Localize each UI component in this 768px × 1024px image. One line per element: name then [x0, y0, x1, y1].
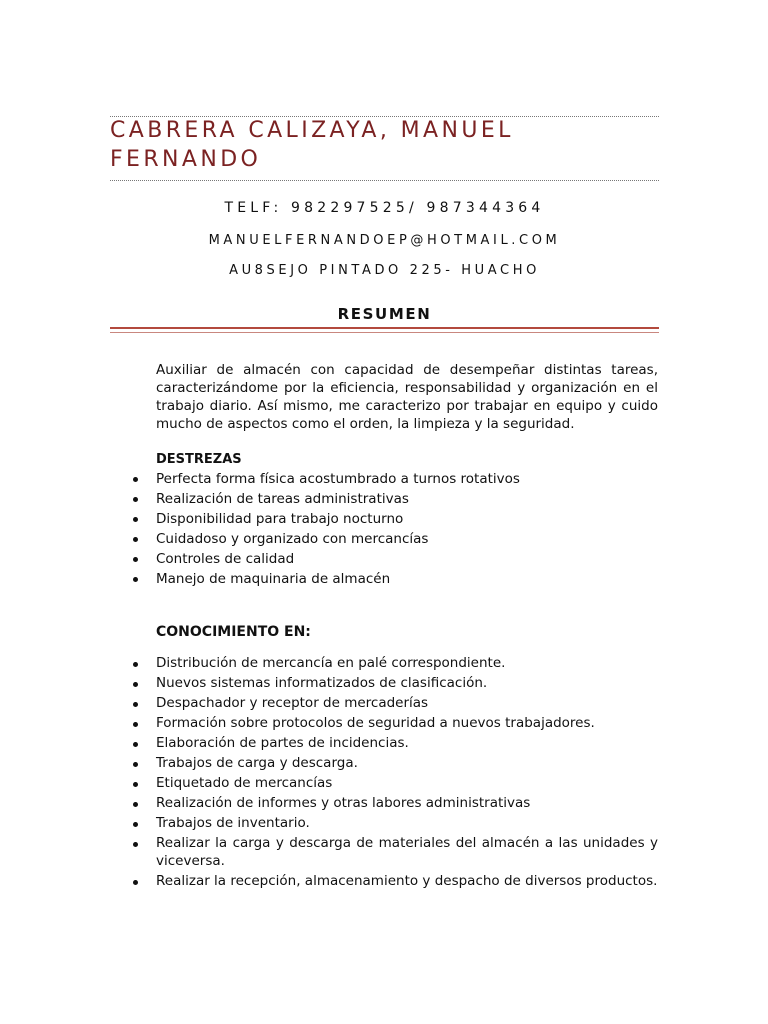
list-item — [130, 754, 658, 772]
list-item — [130, 529, 658, 549]
bullet-icon — [133, 762, 138, 767]
conocimiento-heading: CONOCIMIENTO EN: — [156, 624, 311, 640]
list-item — [130, 569, 658, 589]
resumen-rule-thick — [110, 327, 659, 329]
list-item-text: Nuevos sistemas informatizados de clasificación. — [156, 675, 488, 691]
bullet-icon — [133, 742, 138, 747]
list-item-text: Disponibilidad para trabajo nocturno — [156, 511, 404, 527]
bullet-icon — [133, 577, 138, 582]
list-item-text: Trabajos de carga y descarga. — [156, 755, 358, 771]
list-item — [130, 469, 658, 489]
list-item — [130, 774, 658, 792]
list-item — [130, 734, 658, 752]
bullet-icon — [133, 842, 138, 847]
list-item-text: Realización de informes y otras labores administrativas — [156, 795, 531, 811]
list-item — [130, 814, 658, 832]
bullet-icon — [133, 782, 138, 787]
list-item-text: Realizar la carga y descarga de materiales del almacén a las unidades y viceversa. — [156, 835, 658, 869]
list-item — [130, 509, 658, 529]
resumen-rule-thin — [110, 332, 659, 333]
bullet-icon — [133, 662, 138, 667]
destrezas-list — [130, 469, 658, 589]
bullet-icon — [133, 537, 138, 542]
list-item-text: Realizar la recepción, almacenamiento y despacho de diversos productos. — [156, 873, 658, 889]
bullet-icon — [133, 682, 138, 687]
list-item-text: Realización de tareas administrativas — [156, 491, 409, 507]
list-item — [130, 714, 658, 732]
list-item — [130, 794, 658, 812]
bullet-icon — [133, 497, 138, 502]
list-item-text: Cuidadoso y organizado con mercancías — [156, 531, 429, 547]
list-item-text: Distribución de mercancía en palé correspondiente. — [156, 655, 506, 671]
list-item-text: Perfecta forma física acostumbrado a turnos rotativos — [156, 471, 520, 487]
email-line: MANUELFERNANDOEP@HOTMAIL.COM — [208, 233, 561, 248]
name-line-2: FERNANDO — [110, 147, 262, 172]
conocimiento-list — [130, 654, 658, 892]
destrezas-heading: DESTREZAS — [156, 452, 242, 467]
list-item — [130, 694, 658, 712]
list-item-text: Trabajos de inventario. — [156, 815, 310, 831]
address-line: AU8SEJO PINTADO 225- HUACHO — [229, 263, 540, 278]
phone-line: TELF: 982297525/ 987344364 — [224, 200, 545, 216]
list-item — [130, 872, 658, 890]
list-item-text: Despachador y receptor de mercaderías — [156, 695, 429, 711]
list-item-text: Elaboración de partes de incidencias. — [156, 735, 409, 751]
bullet-icon — [133, 880, 138, 885]
name-bottom-dotted-divider — [110, 180, 659, 181]
list-item-text: Etiquetado de mercancías — [156, 775, 333, 791]
bullet-icon — [133, 477, 138, 482]
list-item-text: Formación sobre protocolos de seguridad a nuevos trabajadores. — [156, 715, 595, 731]
list-item — [130, 489, 658, 509]
list-item-text: Manejo de maquinaria de almacén — [156, 571, 391, 587]
bullet-icon — [133, 702, 138, 707]
bullet-icon — [133, 557, 138, 562]
list-item-text: Controles de calidad — [156, 551, 295, 567]
list-item — [130, 654, 658, 672]
list-item — [130, 549, 658, 569]
list-item — [130, 834, 658, 870]
bullet-icon — [133, 822, 138, 827]
name-line-1: CABRERA CALIZAYA, MANUEL — [110, 118, 514, 143]
bullet-icon — [133, 722, 138, 727]
list-item — [130, 674, 658, 692]
bullet-icon — [133, 802, 138, 807]
bullet-icon — [133, 517, 138, 522]
summary-paragraph: Auxiliar de almacén con capacidad de desempeñar distintas tareas, caracterizándome por la eficiencia, responsabilidad y organización en el trabajo diario. Así mismo, me caracterizo por trabajar en equipo y cuido mucho de aspectos como el orden, la limpieza y la seguridad. — [156, 362, 658, 432]
resumen-heading: RESUMEN — [337, 305, 432, 323]
candidate-name — [110, 116, 670, 174]
